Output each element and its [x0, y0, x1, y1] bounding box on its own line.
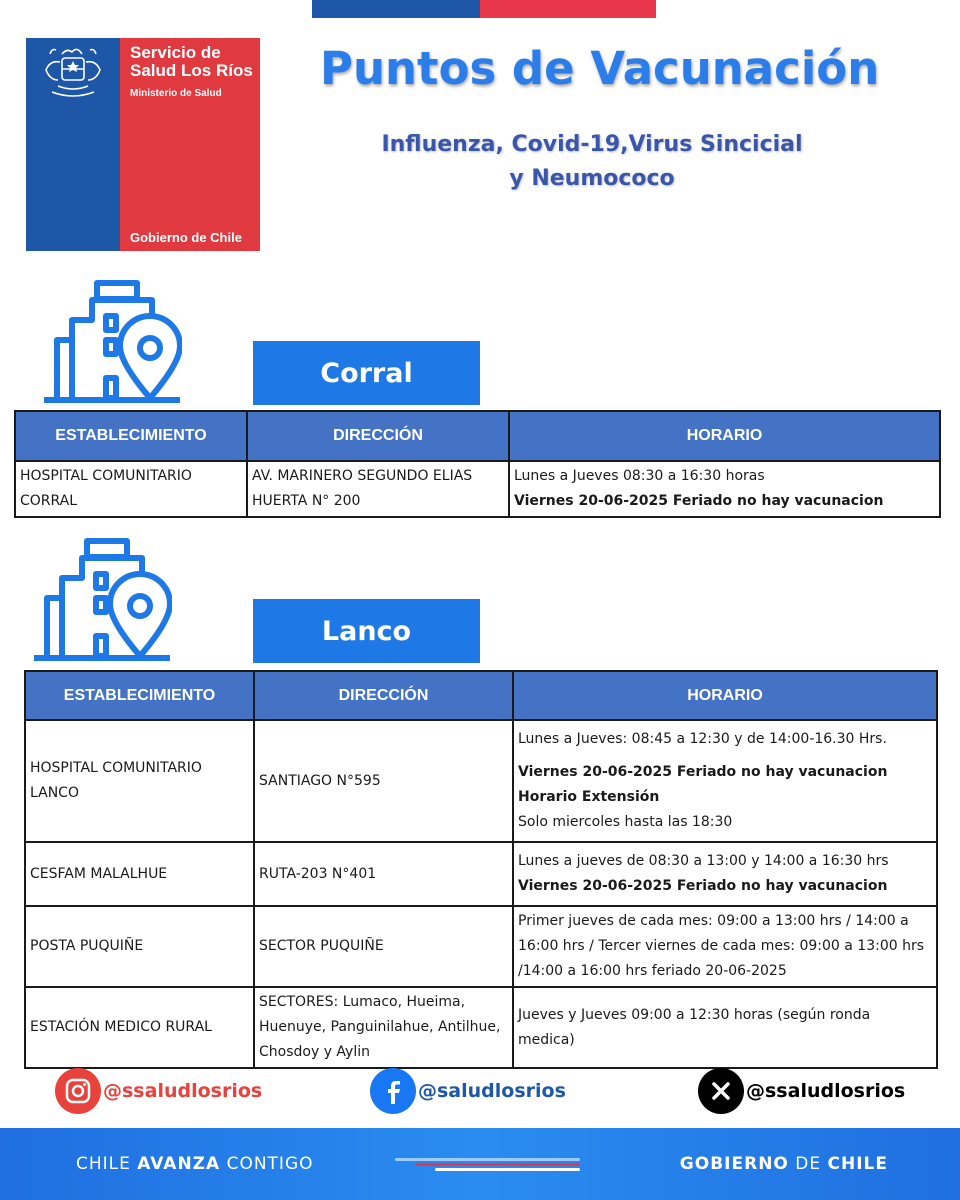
instagram-link[interactable]: [55, 1068, 262, 1114]
x-icon: [698, 1068, 744, 1114]
schedule-cell: Lunes a Jueves 08:30 a 16:30 horas Viernes 20-06-2025 Feriado no hay vacunacion: [509, 461, 940, 517]
logo-red-panel: [120, 38, 260, 251]
establishment-cell: CESFAM MALALHUE: [25, 842, 254, 906]
address-cell: RUTA-203 N°401: [254, 842, 513, 906]
establishment-cell: POSTA PUQUIÑE: [25, 906, 254, 987]
x-link[interactable]: [698, 1068, 905, 1114]
section-title-lanco: Lanco: [253, 599, 480, 663]
instagram-handle: @ssaludlosrios: [103, 1080, 263, 1102]
building-location-icon: [42, 278, 182, 406]
logo-service-line1: Servicio de: [130, 43, 221, 62]
instagram-icon: [55, 1068, 101, 1114]
table-row: [15, 461, 940, 517]
logo-service-line2: Salud Los Ríos: [130, 61, 253, 80]
schedule-cell: Lunes a Jueves: 08:45 a 12:30 y de 14:00-16.30 Hrs. Viernes 20-06-2025 Feriado no hay vacunacion Horario Extensión Solo miercoles hasta las 18:30: [513, 720, 937, 842]
footer-speed-lines-icon: [395, 1154, 585, 1174]
page-subtitle: [342, 128, 842, 196]
schedule-cell: Primer jueves de cada mes: 09:00 a 13:00 hrs / 14:00 a 16:00 hrs / Tercer viernes de cada mes: 09:00 a 13:00 hrs /14:00 a 16:00 hrs feriado 20-06-2025: [513, 906, 937, 987]
column-header-direccion: DIRECCIÓN: [254, 671, 513, 720]
servicio-salud-logo: [26, 38, 260, 251]
building-location-icon: [32, 536, 172, 664]
page-title: Puntos de Vacunación: [320, 42, 880, 95]
footer-slogan: CHILE AVANZA CONTIGO: [76, 1154, 314, 1174]
facebook-link[interactable]: [370, 1068, 566, 1114]
facebook-icon: [370, 1068, 416, 1114]
flag-red-band: [480, 0, 656, 18]
address-cell: SECTOR PUQUIÑE: [254, 906, 513, 987]
flag-blue-band: [312, 0, 480, 18]
logo-service-name: [130, 44, 253, 80]
schedule-cell: Jueves y Jueves 09:00 a 12:30 horas (según ronda medica): [513, 987, 937, 1068]
top-flag-stripe: [312, 0, 656, 18]
column-header-horario: HORARIO: [509, 411, 940, 461]
address-cell: AV. MARINERO SEGUNDO ELIAS HUERTA N° 200: [247, 461, 509, 517]
section-title-corral: Corral: [253, 341, 480, 405]
corral-table: [14, 410, 941, 518]
column-header-establecimiento: ESTABLECIMIENTO: [25, 671, 254, 720]
logo-government: Gobierno de Chile: [130, 230, 242, 245]
column-header-direccion: DIRECCIÓN: [247, 411, 509, 461]
table-header-row: [15, 411, 940, 461]
chile-coat-of-arms-icon: [32, 42, 114, 108]
column-header-establecimiento: ESTABLECIMIENTO: [15, 411, 247, 461]
establishment-cell: HOSPITAL COMUNITARIO LANCO: [25, 720, 254, 842]
table-row: [25, 842, 937, 906]
logo-ministry: Ministerio de Salud: [130, 88, 222, 99]
column-header-horario: HORARIO: [513, 671, 937, 720]
table-row: [25, 987, 937, 1068]
logo-blue-panel: [26, 38, 120, 251]
establishment-cell: ESTACIÓN MEDICO RURAL: [25, 987, 254, 1068]
table-row: [25, 720, 937, 842]
address-cell: SECTORES: Lumaco, Hueima, Huenuye, Panguinilahue, Antilhue, Chosdoy y Aylin: [254, 987, 513, 1068]
facebook-handle: @saludlosrios: [418, 1080, 566, 1102]
address-cell: SANTIAGO N°595: [254, 720, 513, 842]
lanco-table: [24, 670, 938, 1069]
establishment-cell: HOSPITAL COMUNITARIO CORRAL: [15, 461, 247, 517]
subtitle-line1: Influenza, Covid-19,Virus Sincicial: [381, 132, 803, 157]
footer-government: GOBIERNO DE CHILE: [679, 1154, 888, 1174]
footer-banner: [0, 1128, 960, 1200]
table-header-row: [25, 671, 937, 720]
x-handle: @ssaludlosrios: [746, 1080, 906, 1102]
table-row: [25, 906, 937, 987]
subtitle-line2: y Neumococo: [509, 166, 675, 191]
schedule-cell: Lunes a jueves de 08:30 a 13:00 y 14:00 a 16:30 hrs Viernes 20-06-2025 Feriado no hay vacunacion: [513, 842, 937, 906]
